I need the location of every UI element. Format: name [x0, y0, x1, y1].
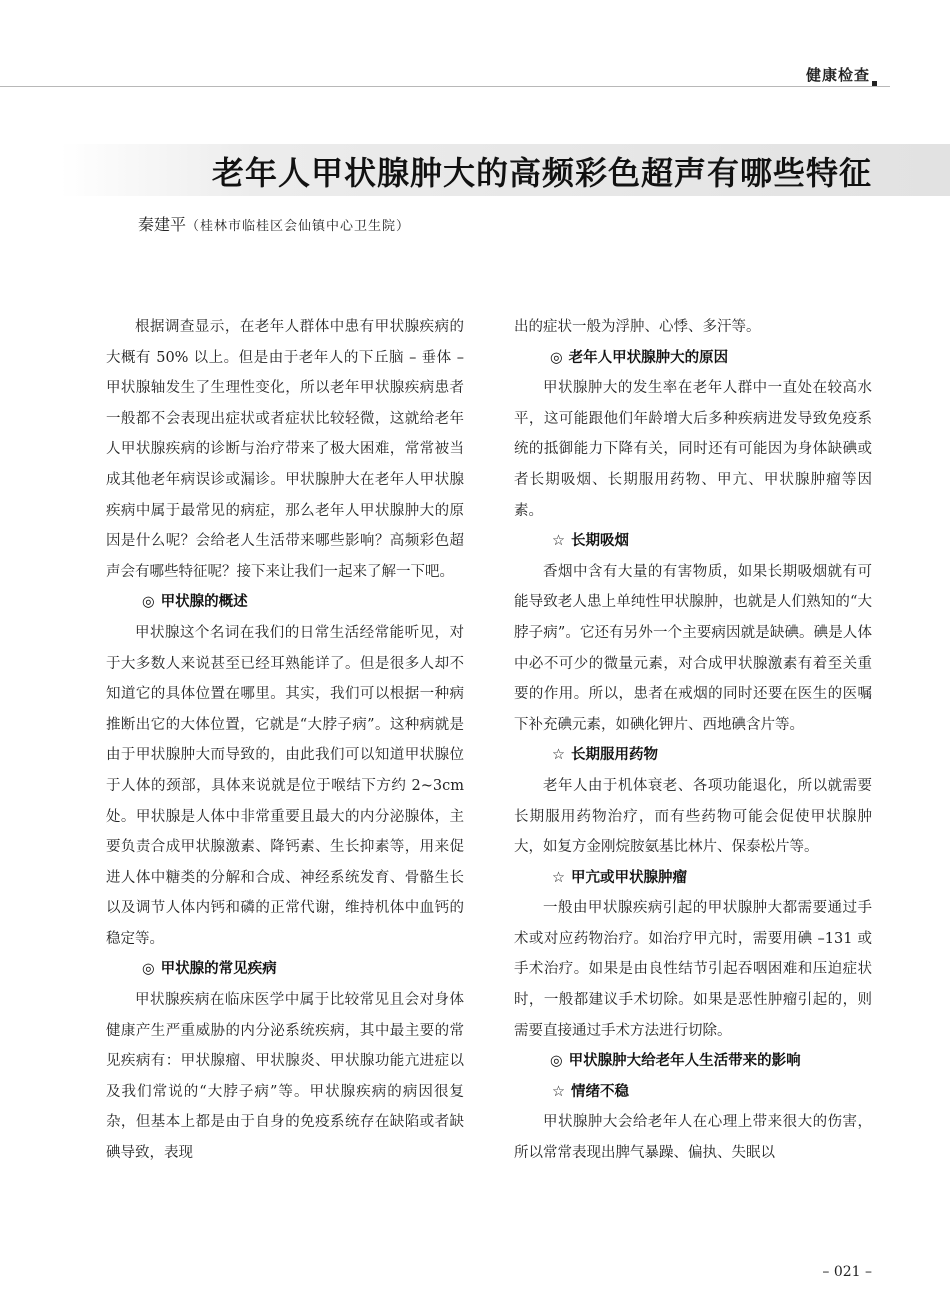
- circle-marker-icon: ◎: [142, 594, 155, 611]
- common-diseases-paragraph: 甲状腺疾病在临床医学中属于比较常见且会对身体健康产生严重威胁的内分泌系统疾病，其中最主要的常见疾病有：甲状腺瘤、甲状腺炎、甲状腺功能亢进症以及我们常说的“大脖子病”等。甲状腺疾病的病因很复杂，但基本上都是由于自身的免疫系统存在缺陷或者缺碘导致，表现: [106, 992, 464, 1162]
- circle-marker-icon: ◎: [550, 349, 563, 366]
- subheading-long-term-medication: ☆ 长期服用药物: [552, 747, 658, 764]
- causes-paragraph: 甲状腺肿大的发生率在老年人群中一直处在较高水平，这可能跟他们年龄增大后多种疾病进发导致免疫系统的抵御能力下降有关，同时还有可能因为身体缺碘或者长期吸烟、长期服用药物、甲亢、甲状腺肿瘤等因素。: [514, 380, 872, 519]
- star-marker-icon: ☆: [552, 533, 565, 550]
- star-marker-icon: ☆: [552, 747, 565, 764]
- section-heading-impact: ◎ 甲状腺肿大给老年人生活带来的影响: [550, 1053, 801, 1070]
- author-name: 秦建平: [138, 215, 187, 234]
- circle-marker-icon: ◎: [142, 961, 155, 978]
- mood-paragraph: 甲状腺肿大会给老年人在心理上带来很大的伤害，所以常常表现出脾气暴躁、偏执、失眠以: [514, 1114, 872, 1162]
- right-column: [514, 312, 872, 1169]
- section-label: 健康检查: [805, 66, 870, 84]
- section-heading-causes: ◎ 老年人甲状腺肿大的原因: [550, 349, 729, 366]
- section-heading-common-diseases: ◎ 甲状腺的常见疾病: [142, 961, 277, 978]
- star-marker-icon: ☆: [552, 869, 565, 886]
- medication-paragraph: 老年人由于机体衰老、各项功能退化，所以就需要长期服用药物治疗，而有些药物可能会促使甲状腺肿大，如复方金刚烷胺氨基比林片、保泰松片等。: [514, 777, 872, 856]
- subheading-mood-instability: ☆ 情绪不稳: [552, 1083, 629, 1100]
- author-affiliation: （桂林市临桂区会仙镇中心卫生院）: [186, 219, 411, 234]
- circle-marker-icon: ◎: [550, 1053, 563, 1070]
- header-rule: [0, 86, 890, 87]
- common-diseases-paragraph-continued: 出的症状一般为浮肿、心悸、多汗等。: [514, 319, 761, 335]
- hyperthyroid-tumor-paragraph: 一般由甲状腺疾病引起的甲状腺肿大都需要通过手术或对应药物治疗。如治疗甲亢时，需要用碘 –131 或手术治疗。如果是由良性结节引起吞咽困难和压迫症状时，一般都建议手术切除。如果是恶性肿瘤引起的，则需要直接通过手术方法进行切除。: [514, 900, 872, 1039]
- subheading-smoking: ☆ 长期吸烟: [552, 533, 629, 550]
- page-number: – 021 –: [822, 1264, 872, 1280]
- article-title: 老年人甲状腺肿大的高频彩色超声有哪些特征: [211, 154, 872, 192]
- subheading-hyperthyroid-tumor: ☆ 甲亢或甲状腺肿瘤: [552, 869, 687, 886]
- smoking-paragraph: 香烟中含有大量的有害物质，如果长期吸烟就有可能导致老人患上单纯性甲状腺肿，也就是人们熟知的“大脖子病”。它还有另外一个主要病因就是缺碘。碘是人体中必不可少的微量元素，对合成甲状腺激素有着至关重要的作用。所以，患者在戒烟的同时还要在医生的医嘱下补充碘元素，如碘化钾片、西地碘含片等。: [514, 563, 872, 733]
- intro-paragraph: 根据调查显示，在老年人群体中患有甲状腺疾病的大概有 50% 以上。但是由于老年人的下丘脑 – 垂体 – 甲状腺轴发生了生理性变化，所以老年甲状腺疾病患者一般都不会表现出症状或者症状比较轻微，这就给老年人甲状腺疾病的诊断与治疗带来了极大困难，常常被当成其他老年病误诊或漏诊。甲状腺肿大在老年人甲状腺疾病中属于最常见的病症，那么老年人甲状腺肿大的原因是什么呢？会给老人生活带来哪些影响？高频彩色超声会有哪些特征呢？接下来让我们一起来了解一下吧。: [106, 319, 464, 580]
- overview-paragraph: 甲状腺这个名词在我们的日常生活经常能听见，对于大多数人来说甚至已经耳熟能详了。但是很多人却不知道它的具体位置在哪里。其实，我们可以根据一种病推断出它的大体位置，它就是“大脖子病”。这种病就是由于甲状腺肿大而导致的，由此我们可以知道甲状腺位于人体的颈部，具体来说就是位于喉结下方约 2~3cm 处。甲状腺是人体中非常重要且最大的内分泌腺体，主要负责合成甲状腺激素、降钙素、生长抑素等，用来促进人体中糖类的分解和合成、神经系统发育、骨骼生长以及调节人体内钙和磷的正常代谢，维持机体中血钙的稳定等。: [106, 624, 464, 947]
- section-heading-overview: ◎ 甲状腺的概述: [142, 594, 248, 611]
- star-marker-icon: ☆: [552, 1083, 565, 1100]
- byline: [138, 212, 410, 235]
- left-column: [106, 312, 464, 1169]
